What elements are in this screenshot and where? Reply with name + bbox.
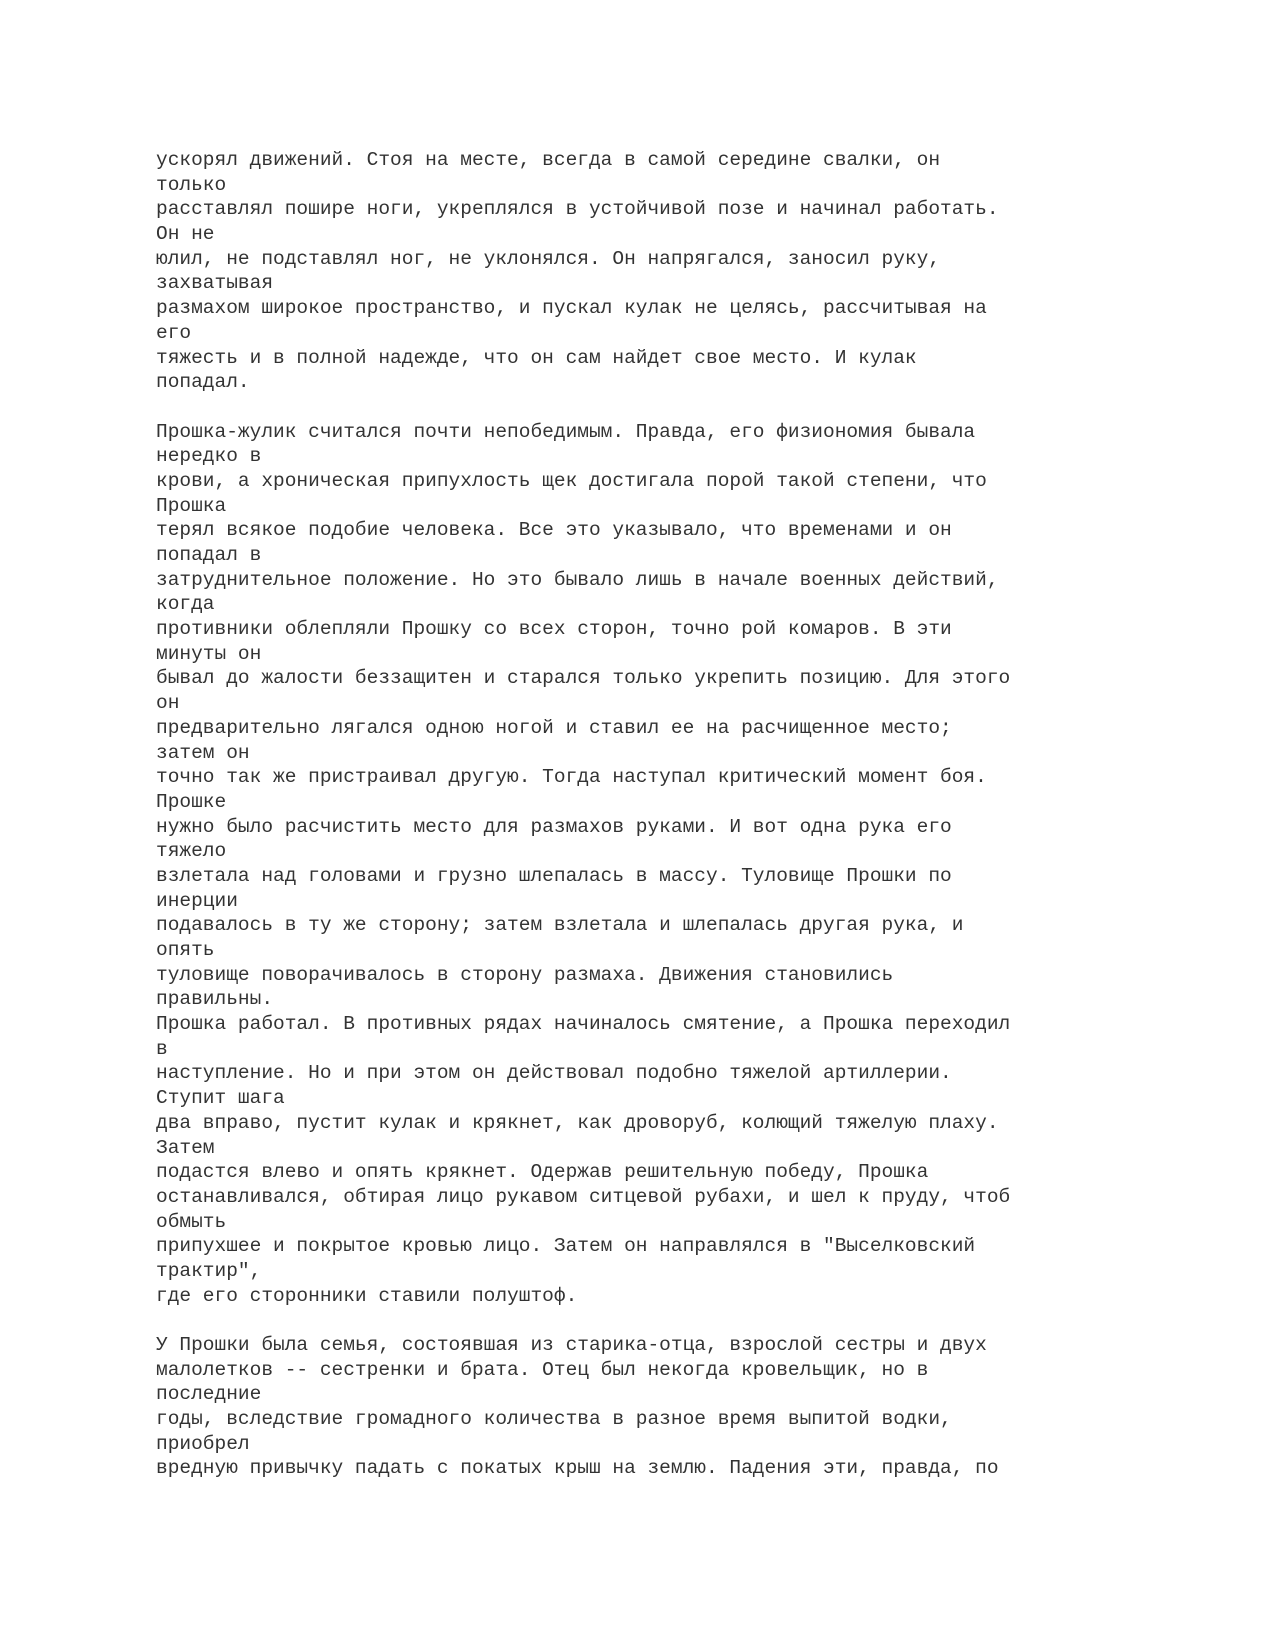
text-line: малолетков -- сестренки и брата. Отец был некогда кровельщик, но в bbox=[156, 1358, 929, 1381]
paragraph-spacer bbox=[156, 1308, 1256, 1333]
text-line: У Прошки была семья, состоявшая из старика-отца, взрослой сестры и двух bbox=[156, 1334, 987, 1356]
text-line: нужно было расчистить место для размахов руками. И вот одна рука его bbox=[156, 815, 952, 838]
text-line: где его сторонники ставили полуштоф. bbox=[156, 1284, 578, 1307]
text-line: Прошка работал. В противных рядах начиналось смятение, а Прошка переходил bbox=[156, 1013, 1011, 1036]
text-line: терял всякое подобие человека. Все это указывало, что временами и он bbox=[156, 519, 952, 542]
text-line: туловище поворачивалось в сторону размаха. Движения становились bbox=[156, 963, 894, 986]
text-line: попадал. bbox=[156, 371, 250, 394]
text-line: наступление. Но и при этом он действовал подобно тяжелой артиллерии. bbox=[156, 1062, 952, 1085]
text-line: вредную привычку падать с покатых крыш на землю. Падения эти, правда, по bbox=[156, 1457, 999, 1480]
text-line: Он не bbox=[156, 223, 215, 246]
text-line: попадал в bbox=[156, 544, 262, 566]
text-line: ускорял движений. Стоя на месте, всегда в самой середине свалки, он bbox=[156, 149, 941, 171]
text-line: затем он bbox=[156, 741, 250, 764]
text-line: годы, вследствие громадного количества в разное время выпитой водки, bbox=[156, 1408, 952, 1431]
document-body bbox=[156, 148, 1256, 1481]
text-line: подастся влево и опять крякнет. Одержав решительную победу, Прошка bbox=[156, 1161, 929, 1184]
text-line: противники облепляли Прошку со всех сторон, точно рой комаров. В эти bbox=[156, 618, 952, 641]
text-line: правильны. bbox=[156, 988, 274, 1011]
text-line: Ступит шага bbox=[156, 1087, 285, 1110]
text-line: затруднительное положение. Но это бывало лишь в начале военных действий, bbox=[156, 568, 999, 591]
paragraph-spacer bbox=[156, 395, 1256, 420]
text-line: последние bbox=[156, 1383, 262, 1406]
text-line: инерции bbox=[156, 889, 238, 912]
text-line: нередко в bbox=[156, 445, 262, 468]
text-line: размахом широкое пространство, и пускал кулак не целясь, рассчитывая на bbox=[156, 297, 987, 320]
paragraph-1 bbox=[156, 148, 1256, 395]
text-line: взлетала над головами и грузно шлепалась в массу. Туловище Прошки по bbox=[156, 864, 952, 887]
text-line: тяжело bbox=[156, 840, 227, 863]
text-line: припухшее и покрытое кровью лицо. Затем он направлялся в "Выселковский bbox=[156, 1235, 976, 1258]
text-line: когда bbox=[156, 593, 215, 616]
text-line: его bbox=[156, 321, 192, 344]
text-line: минуты он bbox=[156, 642, 262, 665]
text-line: опять bbox=[156, 939, 215, 961]
text-line: захватывая bbox=[156, 272, 274, 295]
text-line: Затем bbox=[156, 1136, 215, 1159]
text-line: он bbox=[156, 692, 180, 715]
text-line: юлил, не подставлял ног, не уклонялся. Он напрягался, заносил руку, bbox=[156, 247, 941, 270]
paragraph-3 bbox=[156, 1333, 1256, 1481]
text-line: подавалось в ту же сторону; затем взлетала и шлепалась другая рука, и bbox=[156, 914, 964, 937]
text-line: только bbox=[156, 173, 227, 196]
text-line: обмыть bbox=[156, 1210, 227, 1233]
text-line: трактир", bbox=[156, 1259, 262, 1282]
text-line: в bbox=[156, 1037, 168, 1060]
text-line: тяжесть и в полной надежде, что он сам найдет свое место. И кулак bbox=[156, 346, 917, 369]
text-line: предварительно лягался одною ногой и ставил ее на расчищенное место; bbox=[156, 716, 952, 739]
text-line: приобрел bbox=[156, 1432, 250, 1455]
text-line: расставлял пошире ноги, укреплялся в устойчивой позе и начинал работать. bbox=[156, 198, 999, 221]
text-line: Прошка bbox=[156, 494, 227, 517]
text-line: два вправо, пустит кулак и крякнет, как дроворуб, колющий тяжелую плаху. bbox=[156, 1111, 999, 1134]
paragraph-2 bbox=[156, 420, 1256, 1309]
text-line: Прошке bbox=[156, 790, 227, 813]
text-line: бывал до жалости беззащитен и старался только укрепить позицию. Для этого bbox=[156, 667, 1011, 690]
text-line: точно так же пристраивал другую. Тогда наступал критический момент боя. bbox=[156, 766, 987, 789]
text-line: Прошка-жулик считался почти непобедимым. Правда, его физиономия бывала bbox=[156, 420, 976, 443]
text-line: останавливался, обтирая лицо рукавом ситцевой рубахи, и шел к пруду, чтоб bbox=[156, 1185, 1011, 1208]
text-line: крови, а хроническая припухлость щек достигала порой такой степени, что bbox=[156, 469, 987, 492]
